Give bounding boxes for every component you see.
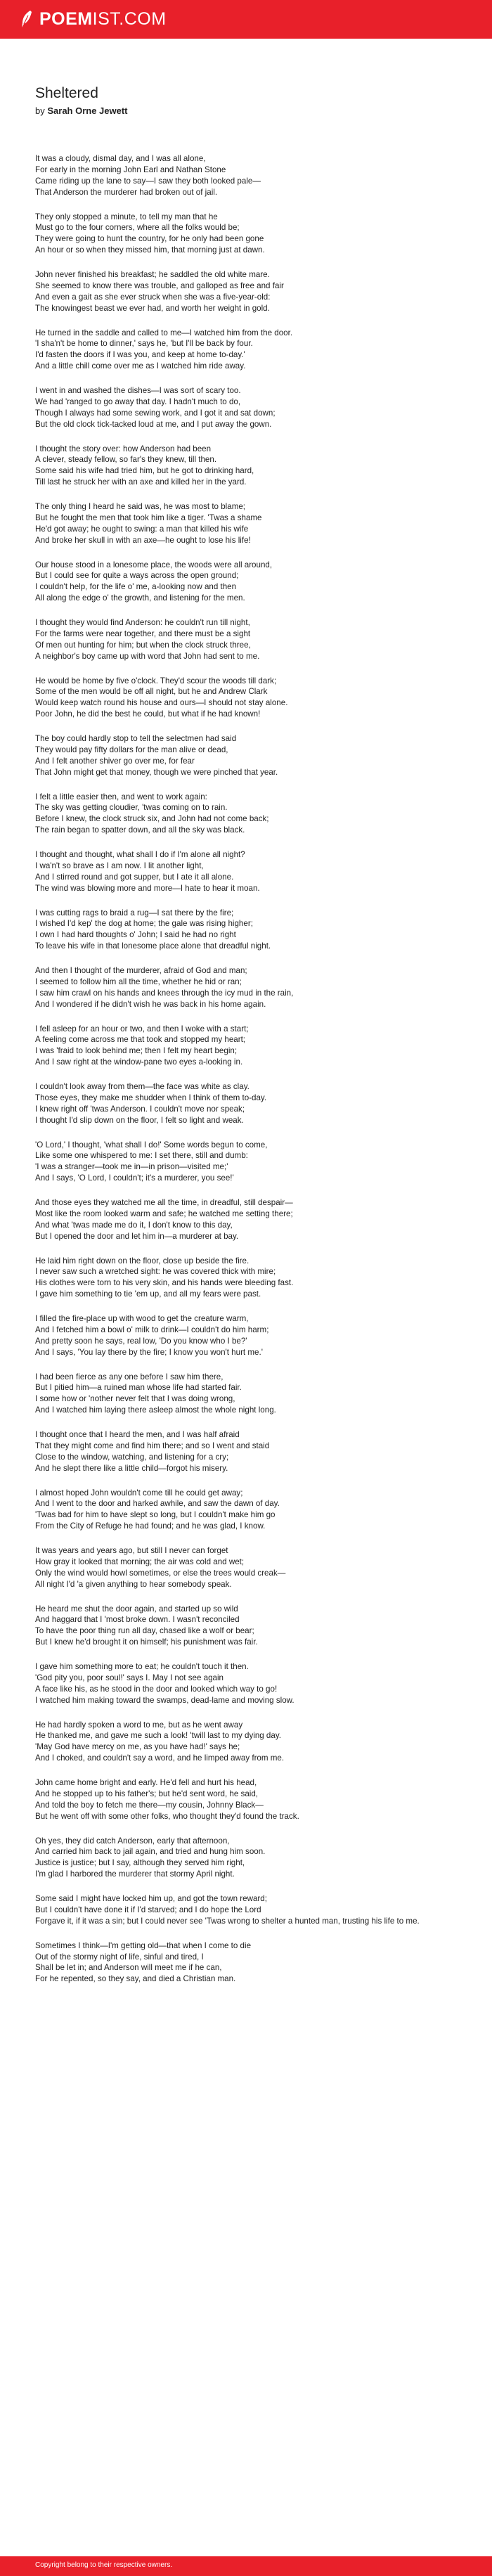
poem-line: They would pay fifty dollars for the man alive or dead, (35, 745, 228, 754)
poem-line: I seemed to follow him all the time, whether he hid or ran; (35, 977, 242, 986)
poem-line: And I says, 'You lay there by the fire; I know you won't hurt me.' (35, 1347, 263, 1357)
poem-line: But he fought the men that took him like a tiger. 'Twas a shame (35, 513, 262, 522)
poem-line: And even a gait as she ever struck when she was a five-year-old: (35, 292, 271, 302)
poem-line: The wind was blowing more and more—I hate to hear it moan. (35, 883, 260, 893)
poem-line: I wa'n't so brave as I am now. I lit another light, (35, 861, 204, 870)
poem-line: John never finished his breakfast; he saddled the old white mare. (35, 270, 270, 279)
poem-line: A face like his, as he stood in the door and looked which way to go! (35, 1684, 278, 1694)
poem-line: 'I was a stranger—took me in—in prison—visited me;' (35, 1162, 228, 1172)
stanza (35, 269, 471, 314)
stanza (35, 385, 471, 430)
poem-line: And told the boy to fetch me there—my cousin, Johnny Black— (35, 1800, 264, 1810)
stanza (35, 1256, 471, 1301)
poem-title: Sheltered (35, 85, 98, 101)
poem-line: Some of the men would be off all night, but he and Andrew Clark (35, 687, 268, 697)
stanza (35, 1777, 471, 1822)
poem-line: Must go to the four corners, where all the folks would be; (35, 223, 240, 233)
poem-line: I fell asleep for an hour or two, and then I woke with a start; (35, 1024, 249, 1033)
poem-line: They were going to hunt the country, for he only had been gone (35, 234, 264, 244)
stanza (35, 1836, 471, 1881)
site-footer (0, 2556, 492, 2576)
poem-line: Some said I might have locked him up, and got the town reward; (35, 1894, 267, 1903)
poem-line: Most like the room looked warm and safe; he watched me setting there; (35, 1209, 293, 1218)
stanza (35, 560, 471, 605)
poem-line: That John might get that money, though we were pinched that year. (35, 767, 278, 777)
poem-line: And carried him back to jail again, and tried and hung him soon. (35, 1847, 266, 1857)
poem-line: I some how or 'nother never felt that I was doing wrong, (35, 1394, 235, 1404)
logo-text-strong: POEM (39, 9, 93, 29)
poem-line: I never saw such a wretched sight: he was covered thick with mire; (35, 1267, 276, 1277)
stanza (35, 1313, 471, 1358)
stanza (35, 1372, 471, 1417)
poem-line: But I couldn't have done it if I'd starved; and I do hope the Lord (35, 1905, 261, 1914)
poem-line: Close to the window, watching, and listening for a cry; (35, 1452, 229, 1462)
poem-line: And a little chill come over me as I watched him ride away. (35, 361, 246, 371)
poem-line: To leave his wife in that lonesome place alone that dreadful night. (35, 941, 271, 951)
stanza (35, 617, 471, 662)
poem-line: I was cutting rags to braid a rug—I sat there by the fire; (35, 908, 234, 917)
poem-line: An hour or so when they missed him, that morning just at dawn. (35, 245, 265, 255)
stanza (35, 1720, 471, 1765)
poem-line: For he repented, so they say, and died a Christian man. (35, 1974, 236, 1984)
byline (35, 105, 471, 117)
poem-line: Poor John, he did the best he could, but what if he had known! (35, 709, 261, 719)
poem-line: Sometimes I think—I'm getting old—that when I come to die (35, 1940, 252, 1950)
stanza (35, 908, 471, 953)
poem-line: He thanked me, and gave me such a look! 'twill last to my dying day. (35, 1731, 281, 1741)
poem-header (35, 84, 471, 117)
poem-line: He laid him right down on the floor, close up beside the fire. (35, 1256, 250, 1266)
poem-line: I knew right off 'twas Anderson. I couldn't move nor speak; (35, 1104, 245, 1114)
poem-line: And I watched him laying there asleep almost the whole night long. (35, 1405, 276, 1415)
stanza (35, 1024, 471, 1069)
poem-line: All night I'd 'a given anything to hear somebody speak. (35, 1579, 232, 1589)
site-header (0, 0, 492, 39)
poem-line: I gave him something more to eat; he couldn't touch it then. (35, 1662, 249, 1671)
poem-line: I couldn't help, for the life o' me, a-looking now and then (35, 582, 237, 592)
poem-line: 'God pity you, poor soul!' says I. May I not see again (35, 1673, 224, 1682)
stanza (35, 1488, 471, 1533)
poem-line: But I pitied him—a ruined man whose life had started fair. (35, 1383, 242, 1393)
poem-line: I'd fasten the doors if I was you, and keep at home to-day.' (35, 350, 245, 360)
poem-line: And he slept there like a little child—forgot his misery. (35, 1463, 228, 1473)
stanza (35, 965, 471, 1010)
poem-line: Out of the stormy night of life, sinful and tired, I (35, 1952, 204, 1962)
poem-line: And those eyes they watched me all the time, in dreadful, still despair— (35, 1198, 293, 1207)
poem-line: I saw him crawl on his hands and knees through the icy mud in the rain, (35, 988, 294, 998)
poem-line: I wished I'd kep' the dog at home; the gale was rising higher; (35, 919, 253, 929)
poem-line: Our house stood in a lonesome place, the woods were all around, (35, 560, 273, 569)
site-logo[interactable] (20, 10, 167, 28)
poem-line: I almost hoped John wouldn't come till he could get away; (35, 1488, 243, 1498)
poem-line: The only thing I heard he said was, he was most to blame; (35, 502, 246, 511)
poem-line: We had 'ranged to go away that day. I hadn't much to do, (35, 397, 241, 406)
poem-line: They only stopped a minute, to tell my man that he (35, 212, 218, 221)
poem-line: I had been fierce as any one before I saw him there, (35, 1372, 224, 1382)
poem-line: A neighbor's boy came up with word that John had sent to me. (35, 651, 260, 661)
poem-line: John came home bright and early. He'd fell and hurt his head, (35, 1778, 257, 1787)
poem-line: I gave him something to tie 'em up, and all my fears were past. (35, 1289, 261, 1299)
poem-line: She seemed to know there was trouble, and galloped as free and fair (35, 281, 284, 290)
poem-line: I filled the fire-place up with wood to get the creature warm, (35, 1314, 249, 1323)
byline-prefix: by (35, 105, 45, 116)
poem-line: He turned in the saddle and called to me—I watched him from the door. (35, 328, 293, 337)
poem-line: And pretty soon he says, real low, 'Do you know who I be?' (35, 1336, 247, 1346)
poem-line: Only the wind would howl sometimes, or else the trees would creak— (35, 1568, 286, 1578)
poem-line: But I opened the door and let him in—a murderer at bay. (35, 1231, 239, 1241)
poem-line: He had hardly spoken a word to me, but as he went away (35, 1720, 243, 1730)
poem-line: From the City of Refuge he had found; and he was glad, I know. (35, 1521, 266, 1531)
poem-line: Some said his wife had tried him, but he got to drinking hard, (35, 466, 254, 476)
poem-line: And I choked, and couldn't say a word, and he limped away from me. (35, 1753, 285, 1763)
poem-line: Those eyes, they make me shudder when I think of them to-day. (35, 1093, 267, 1102)
copyright-text: Copyright belong to their respective owners. (35, 2561, 173, 2569)
poem-line: The boy could hardly stop to tell the selectmen had said (35, 734, 237, 743)
poem-line: I went in and washed the dishes—I was sort of scary too. (35, 386, 241, 395)
poem-line: Oh yes, they did catch Anderson, early that afternoon, (35, 1836, 230, 1846)
stanza (35, 212, 471, 257)
poem-line: The knowingest beast we ever had, and worth her weight in gold. (35, 303, 270, 313)
poem-line: Of men out hunting for him; but when the clock struck three, (35, 640, 251, 650)
poem-line: And haggard that I 'most broke down. I wasn't reconciled (35, 1615, 240, 1625)
stanza (35, 1081, 471, 1126)
stanza (35, 1545, 471, 1590)
stanza (35, 444, 471, 489)
poem-line: He would be home by five o'clock. They'd scour the woods till dark; (35, 676, 277, 685)
stanza (35, 328, 471, 373)
poem-line: And I says, 'O Lord, I couldn't; it's a murderer, you see!' (35, 1173, 234, 1183)
poem-line: I thought and thought, what shall I do if I'm alone all night? (35, 850, 245, 859)
poem-line: 'Twas bad for him to have slept so long, but I couldn't make him go (35, 1510, 276, 1520)
poem-line: But the old clock tick-tacked loud at me, and I put away the gown. (35, 419, 272, 429)
poem-line: He'd got away; he ought to swing: a man that killed his wife (35, 524, 249, 534)
author-name[interactable]: Sarah Orne Jewett (47, 105, 128, 116)
poem-line: Though I always had some sewing work, and I got it and sat down; (35, 408, 276, 418)
poem-line: Till last he struck her with an axe and killed her in the yard. (35, 477, 247, 487)
logo-text (39, 10, 167, 28)
stanza (35, 733, 471, 778)
stanza (35, 849, 471, 894)
stanza (35, 153, 471, 198)
poem-line: I watched him making toward the swamps, dead-lame and moving slow. (35, 1695, 294, 1705)
poem-line: That Anderson the murderer had broken out of jail. (35, 187, 218, 197)
poem-line: I felt a little easier then, and went to work again: (35, 792, 207, 801)
poem-line: 'May God have mercy on me, as you have had!' says he; (35, 1742, 240, 1752)
poem-line: For early in the morning John Earl and Nathan Stone (35, 165, 226, 174)
stanza (35, 1140, 471, 1185)
poem-body (35, 153, 471, 1998)
stanza (35, 1661, 471, 1706)
poem-line: That they might come and find him there; and so I went and staid (35, 1441, 270, 1450)
poem-line: And then I thought of the murderer, afraid of God and man; (35, 966, 247, 975)
poem-line: But I could see for quite a ways across the open ground; (35, 571, 239, 581)
poem-line: I couldn't look away from them—the face was white as clay. (35, 1082, 250, 1091)
poem-line: A feeling come across me that took and stopped my heart; (35, 1035, 246, 1045)
poem-line: But I knew he'd brought it on himself; his punishment was fair. (35, 1637, 258, 1647)
poem-line: I thought once that I heard the men, and I was half afraid (35, 1430, 240, 1439)
poem-line: How gray it looked that morning; the air was cold and wet; (35, 1557, 245, 1566)
stanza (35, 1893, 471, 1927)
poem-line: To have the poor thing run all day, chased like a wolf or bear; (35, 1626, 254, 1636)
stanza (35, 501, 471, 546)
poem-line: And I fetched him a bowl o' milk to drink—I couldn't do him harm; (35, 1325, 269, 1334)
stanza (35, 792, 471, 837)
stanza (35, 1429, 471, 1474)
poem-line: And I wondered if he didn't wish he was back in his home again. (35, 999, 266, 1009)
poem-line: I own I had hard thoughts o' John; I said he had no right (35, 930, 236, 940)
poem-line: 'I sha'n't be home to dinner,' says he, 'but I'll be back by four. (35, 339, 253, 349)
poem-line: I thought I'd slip down on the floor, I felt so light and weak. (35, 1115, 244, 1125)
poem-line: Shall be let in; and Anderson will meet me if he can, (35, 1963, 222, 1973)
poem-line: And he stopped up to his father's; but he'd sent word, he said, (35, 1789, 259, 1798)
poem-line: And I felt another shiver go over me, for fear (35, 756, 195, 766)
poem-line: 'O Lord,' I thought, 'what shall I do!' Some words begun to come, (35, 1140, 268, 1149)
stanza (35, 1940, 471, 1985)
poem-line: It was years and years ago, but still I never can forget (35, 1546, 228, 1555)
poem-line: The rain began to spatter down, and all the sky was black. (35, 825, 245, 835)
poem-line: And I saw right at the window-pane two eyes a-looking in. (35, 1057, 243, 1067)
stanza (35, 1604, 471, 1649)
stanza (35, 676, 471, 721)
logo-text-light: IST.COM (92, 9, 167, 29)
poem-line: I thought the story over: how Anderson had been (35, 444, 212, 453)
poem-line: I'm glad I harbored the murderer that stormy April night. (35, 1869, 235, 1879)
poem-line: For the farms were near together, and there must be a sight (35, 629, 251, 638)
stanza (35, 1197, 471, 1242)
quill-icon (20, 10, 34, 28)
poem-line: Came riding up the lane to say—I saw they both looked pale— (35, 176, 261, 186)
poem-line: His clothes were torn to his very skin, and his hands were bleeding fast. (35, 1278, 294, 1288)
poem-line: A clever, steady fellow, so far's they knew, till then. (35, 455, 217, 465)
poem-line: Justice is justice; but I say, although they served him right, (35, 1858, 245, 1868)
poem-line: He heard me shut the door again, and started up so wild (35, 1604, 238, 1614)
poem-line: And I stirred round and got supper, but I ate it all alone. (35, 872, 234, 882)
poem-line: Forgave it, if it was a sin; but I could never see 'Twas wrong to shelter a hunted man, trusting his life to me. (35, 1916, 420, 1926)
poem-line: The sky was getting cloudier, 'twas coming on to rain. (35, 803, 228, 813)
poem-line: And broke her skull in with an axe—he ought to lose his life! (35, 535, 251, 545)
poem-line: I thought they would find Anderson: he couldn't run till night, (35, 618, 250, 627)
poem-line: Like some one whispered to me: I set there, still and dumb: (35, 1151, 248, 1161)
poem-line: Would keep watch round his house and ours—I should not stay alone. (35, 698, 288, 708)
poem-line: I was 'fraid to look behind me; then I felt my heart begin; (35, 1046, 238, 1056)
poem-line: All along the edge o' the growth, and listening for the men. (35, 593, 245, 603)
poem-line: It was a cloudy, dismal day, and I was all alone, (35, 154, 206, 163)
poem-line: And I went to the door and harked awhile, and saw the dawn of day. (35, 1499, 280, 1509)
poem-line: Before I knew, the clock struck six, and John had not come back; (35, 814, 269, 824)
poem-line: But he went off with some other folks, who thought they'd found the track. (35, 1811, 299, 1821)
poem-line: And what 'twas made me do it, I don't know to this day, (35, 1220, 233, 1230)
